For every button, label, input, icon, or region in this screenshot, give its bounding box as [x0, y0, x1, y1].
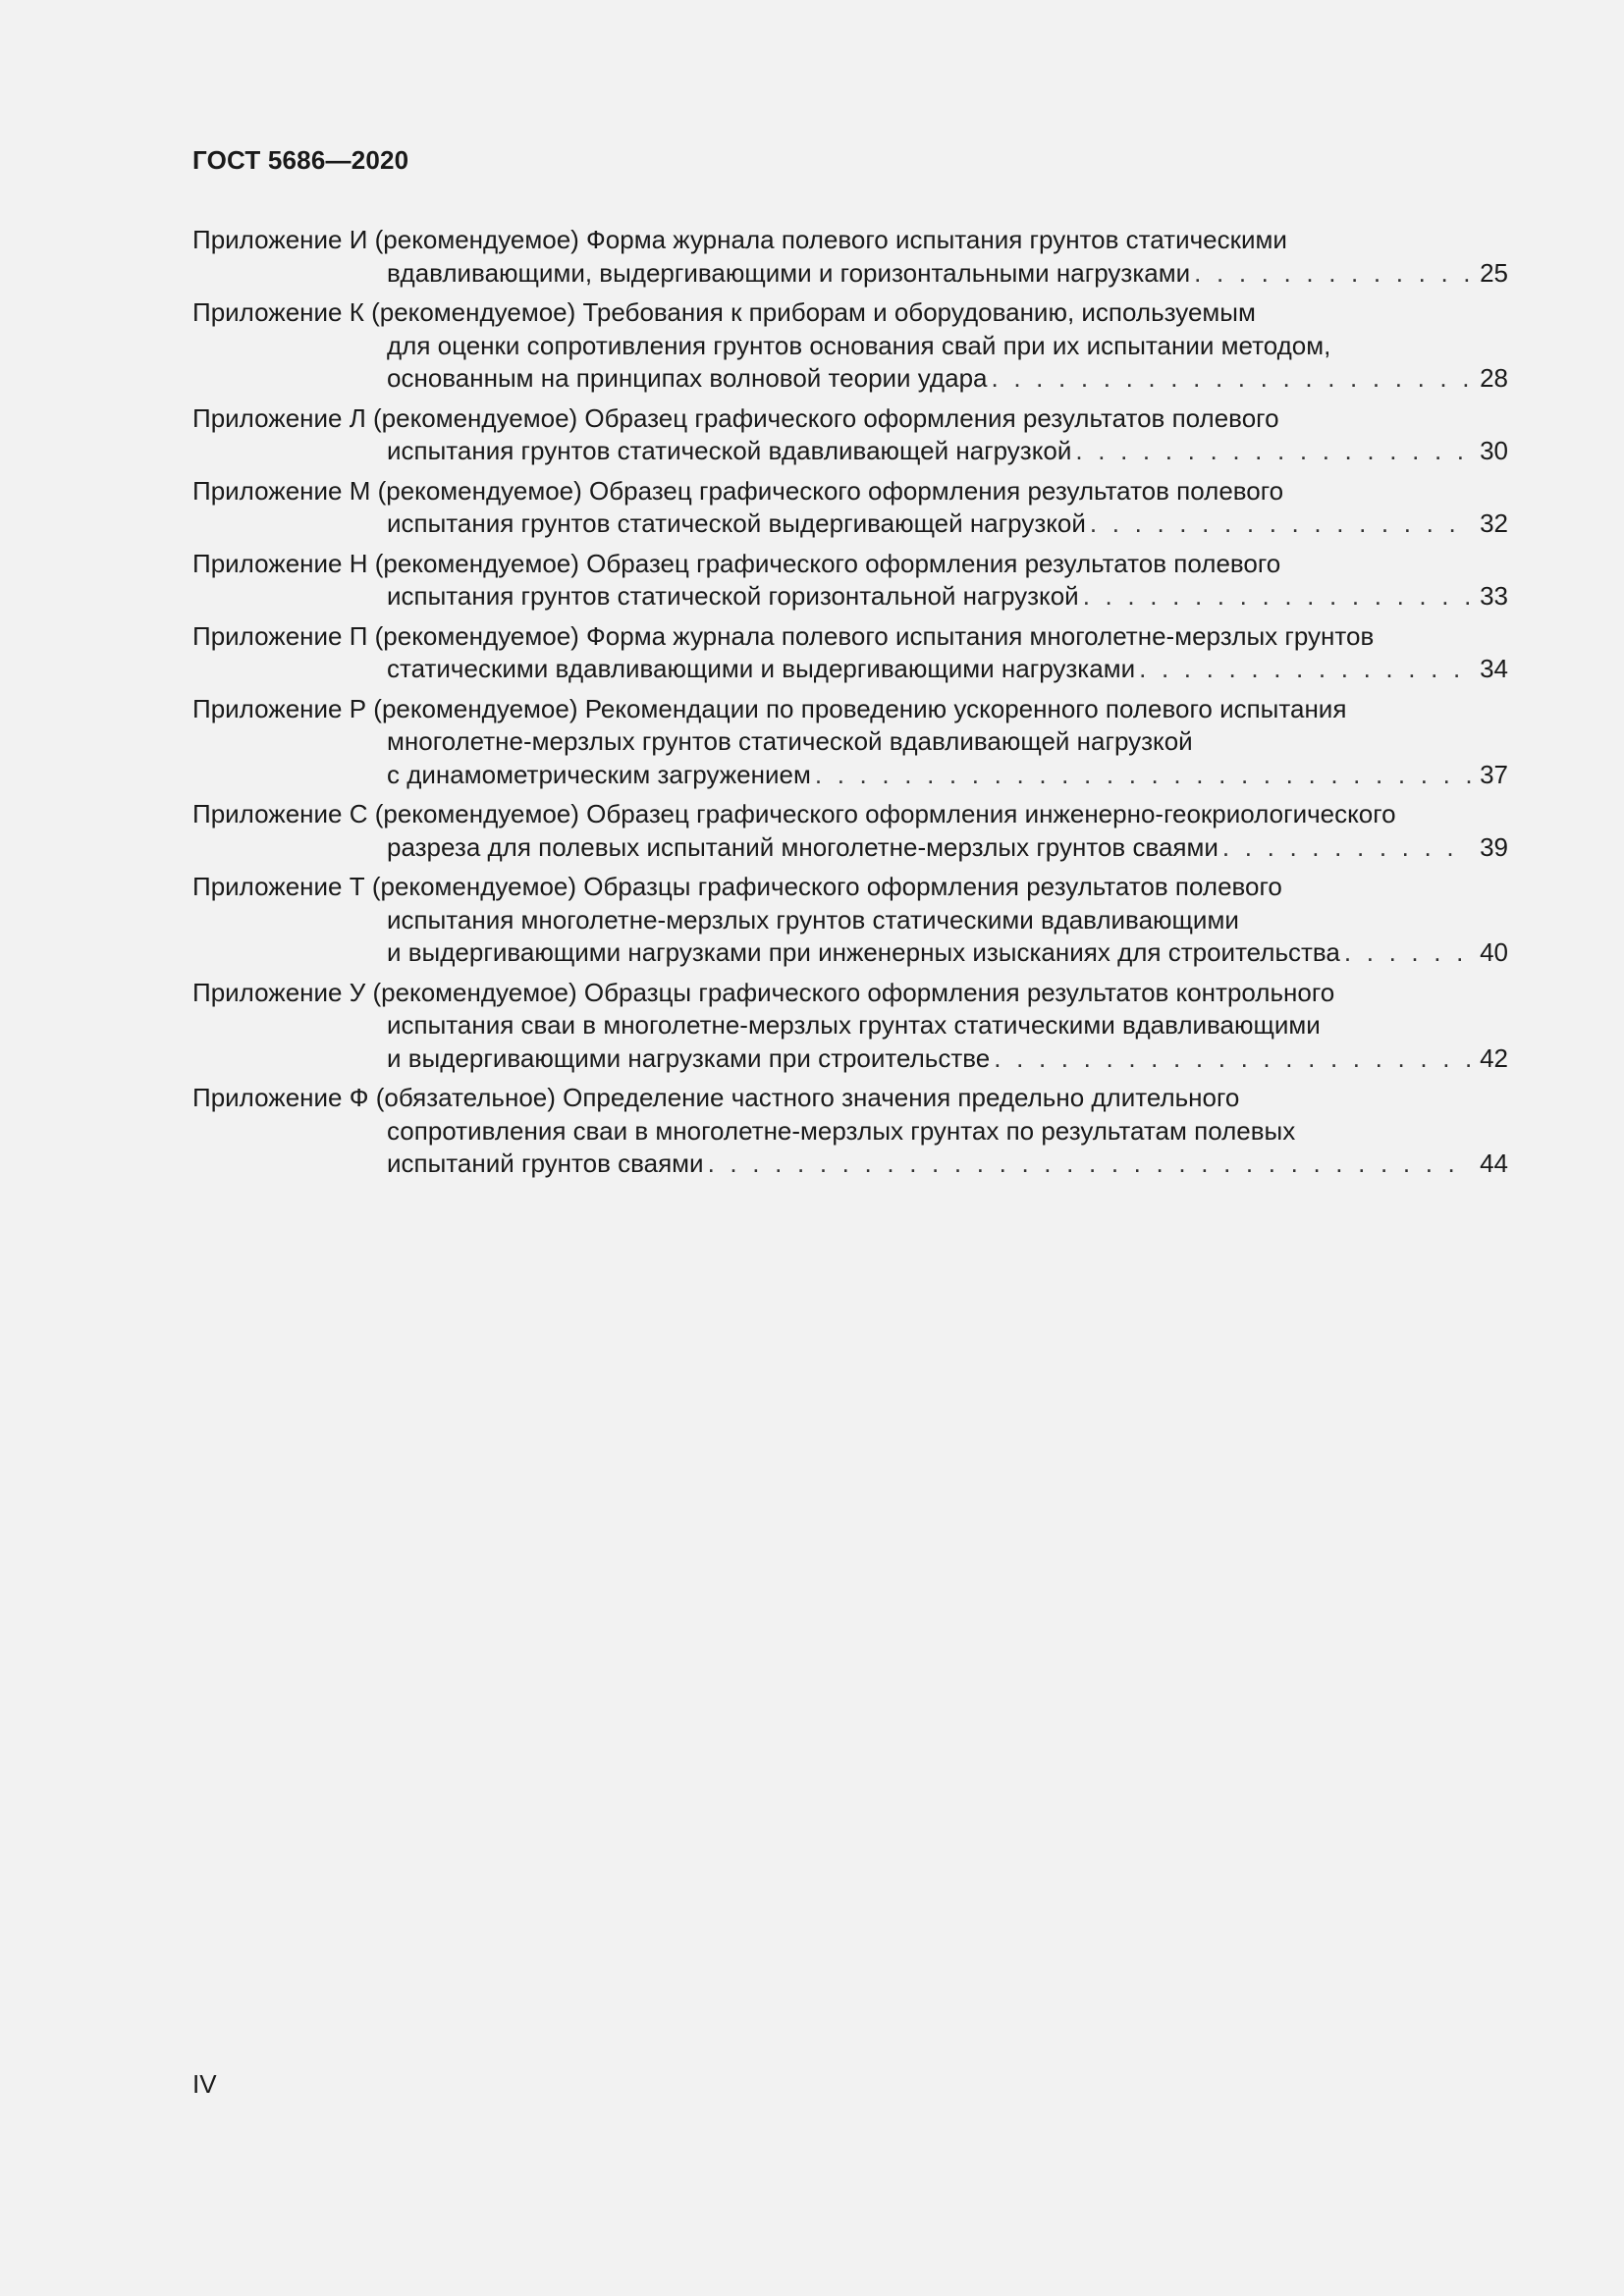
toc-entry-continuation-line — [192, 330, 1508, 363]
toc-page-number: 28 — [1480, 363, 1508, 393]
toc-entry-text: Приложение Т (рекомендуемое) Образцы графического оформления результатов полевого — [192, 872, 1282, 901]
toc-entry-title-line — [192, 1082, 1508, 1115]
toc-leader-dots — [708, 1148, 1471, 1181]
toc-leader-dots — [1075, 435, 1471, 468]
toc-entry[interactable] — [192, 693, 1508, 792]
toc-entry[interactable] — [192, 402, 1508, 468]
toc-entry-text: Приложение П (рекомендуемое) Форма журнала полевого испытания многолетне-мерзлых грунтов — [192, 620, 1375, 651]
toc-entry-text: сопротивления сваи в многолетне-мерзлых грунтах по результатам полевых — [387, 1115, 1296, 1146]
toc-entry-text: Приложение Ф (обязательное) Определение частного значения предельно длительного — [192, 1083, 1240, 1112]
toc-entry-continuation-line — [192, 936, 1508, 970]
toc-leader-dots — [1194, 257, 1471, 291]
document-header: ГОСТ 5686—2020 — [192, 145, 409, 175]
toc-entry-text: и выдергивающими нагрузками при инженерных изысканиях для строительства — [387, 937, 1340, 967]
toc-leader-dots — [994, 1042, 1471, 1076]
toc-entry-title-line — [192, 296, 1508, 330]
toc-page-number: 30 — [1480, 436, 1508, 465]
toc-entry-continuation-line — [192, 653, 1508, 686]
toc-entry-title-line — [192, 693, 1508, 726]
toc-entry-title-line — [192, 620, 1508, 654]
toc-entry-text: испытания сваи в многолетне-мерзлых грунтах статическими вдавливающими — [387, 1010, 1321, 1040]
toc-entry[interactable] — [192, 548, 1508, 614]
toc-entry-text: статическими вдавливающими и выдергивающими нагрузками — [387, 654, 1136, 683]
toc-entry[interactable] — [192, 1082, 1508, 1181]
toc-entry-text: Приложение Р (рекомендуемое) Рекомендации по проведению ускоренного полевого испытания — [192, 693, 1347, 723]
toc-entry-continuation-line — [192, 1115, 1508, 1148]
toc-leader-dots — [1222, 831, 1471, 865]
toc-entry-text: с динамометрическим загружением — [387, 759, 811, 789]
toc-entry-continuation-line — [192, 725, 1508, 759]
toc-entry-continuation-line — [192, 257, 1508, 291]
toc-entry-text: испытания грунтов статической вдавливающей нагрузкой — [387, 436, 1072, 465]
toc-entry-continuation-line — [192, 507, 1508, 541]
toc-entry-continuation-line — [192, 580, 1508, 614]
toc-leader-dots — [1344, 936, 1471, 970]
toc-entry-text: и выдергивающими нагрузками при строительстве — [387, 1042, 991, 1073]
toc-entry-text: многолетне-мерзлых грунтов статической вдавливающей нагрузкой — [387, 726, 1193, 756]
toc-entry-text: основанным на принципах волновой теории удара — [387, 363, 988, 393]
toc-entry-continuation-line — [192, 831, 1508, 865]
toc-entry-continuation-line — [192, 1042, 1508, 1076]
toc-page-number: 44 — [1480, 1148, 1508, 1178]
toc-page-number: 33 — [1480, 581, 1508, 611]
toc-entry-continuation-line — [192, 904, 1508, 937]
toc-page-number: 42 — [1480, 1042, 1508, 1073]
toc-entry[interactable] — [192, 296, 1508, 396]
toc-entry-text: Приложение У (рекомендуемое) Образцы графического оформления результатов контрольного — [192, 977, 1335, 1007]
toc-leader-dots — [815, 759, 1471, 792]
toc-entry[interactable] — [192, 871, 1508, 970]
toc-leader-dots — [1090, 507, 1471, 541]
toc-entry-text: разреза для полевых испытаний многолетне-мерзлых грунтов сваями — [387, 831, 1218, 862]
toc-entry-title-line — [192, 977, 1508, 1010]
toc-entry-continuation-line — [192, 362, 1508, 396]
toc-entry-text: испытания грунтов статической выдергивающей нагрузкой — [387, 508, 1086, 538]
table-of-contents — [192, 224, 1508, 1188]
toc-leader-dots — [1139, 653, 1471, 686]
toc-entry-continuation-line — [192, 1009, 1508, 1042]
toc-leader-dots — [991, 362, 1471, 396]
toc-entry[interactable] — [192, 798, 1508, 864]
toc-entry-text: испытаний грунтов сваями — [387, 1148, 704, 1178]
toc-leader-dots — [1083, 580, 1471, 614]
toc-entry-continuation-line — [192, 435, 1508, 468]
toc-entry-title-line — [192, 798, 1508, 831]
toc-entry-text: вдавливающими, выдергивающими и горизонтальными нагрузками — [387, 257, 1191, 288]
toc-entry[interactable] — [192, 977, 1508, 1076]
toc-entry-text: Приложение Л (рекомендуемое) Образец графического оформления результатов полевого — [192, 402, 1279, 433]
toc-entry-text: Приложение И (рекомендуемое) Форма журнала полевого испытания грунтов статическими — [192, 225, 1287, 254]
toc-page-number: 25 — [1480, 257, 1508, 288]
toc-entry-text: Приложение М (рекомендуемое) Образец графического оформления результатов полевого — [192, 475, 1284, 506]
toc-entry-title-line — [192, 475, 1508, 508]
toc-entry-title-line — [192, 871, 1508, 904]
page-number: IV — [192, 2069, 217, 2099]
toc-entry[interactable] — [192, 224, 1508, 290]
toc-page-number: 40 — [1480, 937, 1508, 967]
toc-page-number: 39 — [1480, 831, 1508, 862]
toc-entry-text: Приложение К (рекомендуемое) Требования к приборам и оборудованию, используемым — [192, 297, 1256, 327]
toc-entry-continuation-line — [192, 1148, 1508, 1181]
toc-entry-continuation-line — [192, 759, 1508, 792]
toc-entry-text: для оценки сопротивления грунтов основания свай при их испытании методом, — [387, 330, 1331, 360]
toc-entry-title-line — [192, 224, 1508, 257]
toc-entry-text: Приложение Н (рекомендуемое) Образец графического оформления результатов полевого — [192, 548, 1281, 578]
toc-entry-text: испытания многолетне-мерзлых грунтов статическими вдавливающими — [387, 904, 1239, 934]
toc-entry-title-line — [192, 402, 1508, 436]
toc-entry[interactable] — [192, 475, 1508, 541]
toc-entry-text: испытания грунтов статической горизонтальной нагрузкой — [387, 581, 1079, 611]
toc-entry-text: Приложение С (рекомендуемое) Образец графического оформления инженерно-геокриологического — [192, 799, 1396, 828]
toc-entry-title-line — [192, 548, 1508, 581]
toc-entry[interactable] — [192, 620, 1508, 686]
toc-page-number: 37 — [1480, 759, 1508, 789]
toc-page-number: 32 — [1480, 508, 1508, 538]
toc-page-number: 34 — [1480, 654, 1508, 683]
